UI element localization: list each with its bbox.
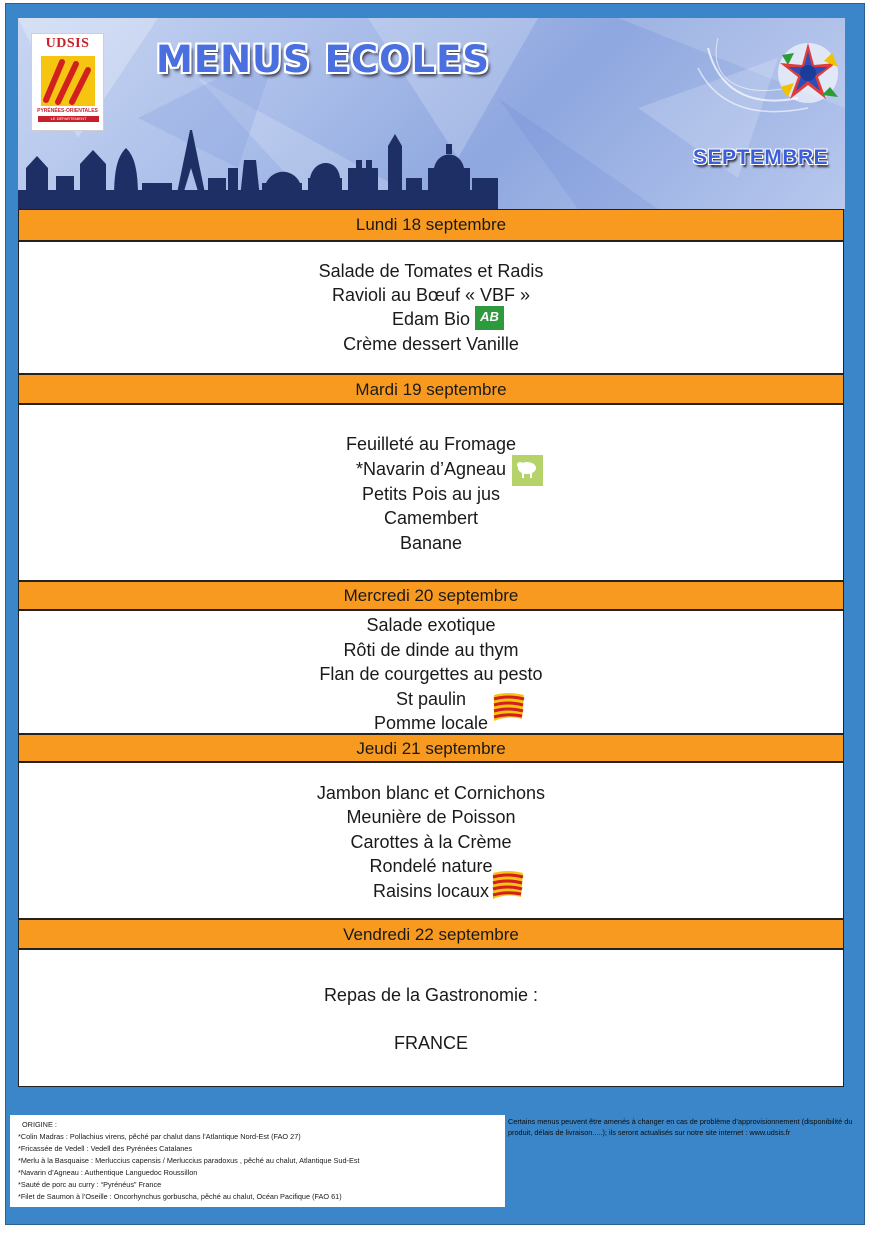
month-label: SEPTEMBRE [693, 146, 829, 169]
bio-label-text: AB [480, 309, 499, 324]
origin-line: *Merlu à la Basquaise : Merluccius capensis / Merluccius paradoxus , pêché au chalut, Atlantique Sud-Est [18, 1156, 360, 1165]
menu-item-label: Raisins locaux [372, 881, 490, 901]
menu-item: Camembert [383, 508, 479, 528]
udsis-logo [31, 33, 104, 131]
day-menu-monday [18, 241, 844, 374]
menu-item: Banane [399, 533, 463, 553]
lamb-icon [512, 455, 543, 486]
logo-subtitle-banner: LE DÉPARTEMENT [38, 116, 99, 122]
menu-item-navarin [19, 459, 843, 480]
department-emblem-icon [32, 52, 105, 112]
menu-item: Salade exotique [366, 615, 496, 635]
page-title: MENUS ECOLES [156, 38, 491, 81]
star-emblem-icon [778, 43, 838, 103]
menu-item: Petits Pois au jus [361, 484, 501, 504]
day-menu-wednesday [18, 610, 844, 734]
origin-line: *Sauté de porc au curry : “Pyrénéus” France [18, 1180, 162, 1189]
menu-item-label: Edam Bio [391, 309, 471, 329]
header-banner [18, 18, 845, 209]
lamb-label-icon [512, 455, 543, 486]
menu-item-label: Pomme locale [373, 713, 489, 733]
day-header-thursday: Jeudi 21 septembre [18, 734, 844, 762]
menu-item: Jambon blanc et Cornichons [316, 783, 546, 803]
menu-item: FRANCE [393, 1033, 468, 1053]
origin-line: *Fricassée de Vedell : Vedell des Pyrénées Catalanes [18, 1144, 193, 1153]
change-notice: Certains menus peuvent être amenés à changer en cas de problème d’approvisionnement (disponibilité du produit, délais de livraison.....); ils seront actualisés sur notre site internet : www.udsis.fr [508, 1117, 853, 1137]
logo-name: UDSIS [45, 36, 90, 51]
menu-item: Rondelé nature [369, 856, 493, 876]
day-header-wednesday: Mercredi 20 septembre [18, 581, 844, 610]
menu-item: Meunière de Poisson [346, 807, 516, 827]
menu-item: Feuilleté au Fromage [345, 434, 517, 454]
menu-item-raisins [19, 881, 843, 902]
day-header-friday: Vendredi 22 septembre [18, 919, 844, 949]
catalan-flag-icon [489, 869, 525, 908]
day-header-monday: Lundi 18 septembre [18, 209, 844, 241]
menu-item: Crème dessert Vanille [343, 334, 519, 354]
origin-title: ORIGINE : [22, 1120, 57, 1129]
menu-item-edam [19, 309, 843, 330]
day-menu-friday [18, 949, 844, 1087]
menu-item: Ravioli au Bœuf « VBF » [331, 285, 531, 305]
menu-item-label: *Navarin d’Agneau [355, 459, 507, 479]
day-header-tuesday: Mardi 19 septembre [18, 374, 844, 404]
day-menu-thursday [18, 762, 844, 919]
day-menu-tuesday [18, 404, 844, 581]
catalan-flag-icon [490, 691, 526, 730]
menu-item: Flan de courgettes au pesto [319, 664, 543, 684]
origin-line: *Navarin d’Agneau : Authentique Languedoc Roussillon [18, 1168, 198, 1177]
origin-notes [10, 1115, 505, 1207]
menu-item: St paulin [395, 689, 467, 709]
origin-line: *Colin Madras : Pollachius virens, pêché par chalut dans l’Atlantique Nord-Est (FAO 27) [18, 1132, 301, 1141]
origin-line: *Filet de Saumon à l’Oseille : Oncorhynchus gorbuscha, pêché au chalut, Océan Pacifique (FAO 61) [18, 1192, 342, 1201]
logo-subtitle: PYRÉNÉES-ORIENTALES [37, 108, 98, 114]
menu-item: Rôti de dinde au thym [343, 640, 519, 660]
menu-item: Carottes à la Crème [350, 832, 512, 852]
menu-item: Repas de la Gastronomie : [323, 985, 539, 1005]
bio-label-icon [474, 305, 505, 331]
menu-item: Salade de Tomates et Radis [318, 261, 544, 281]
menu-item-pomme [19, 713, 843, 734]
